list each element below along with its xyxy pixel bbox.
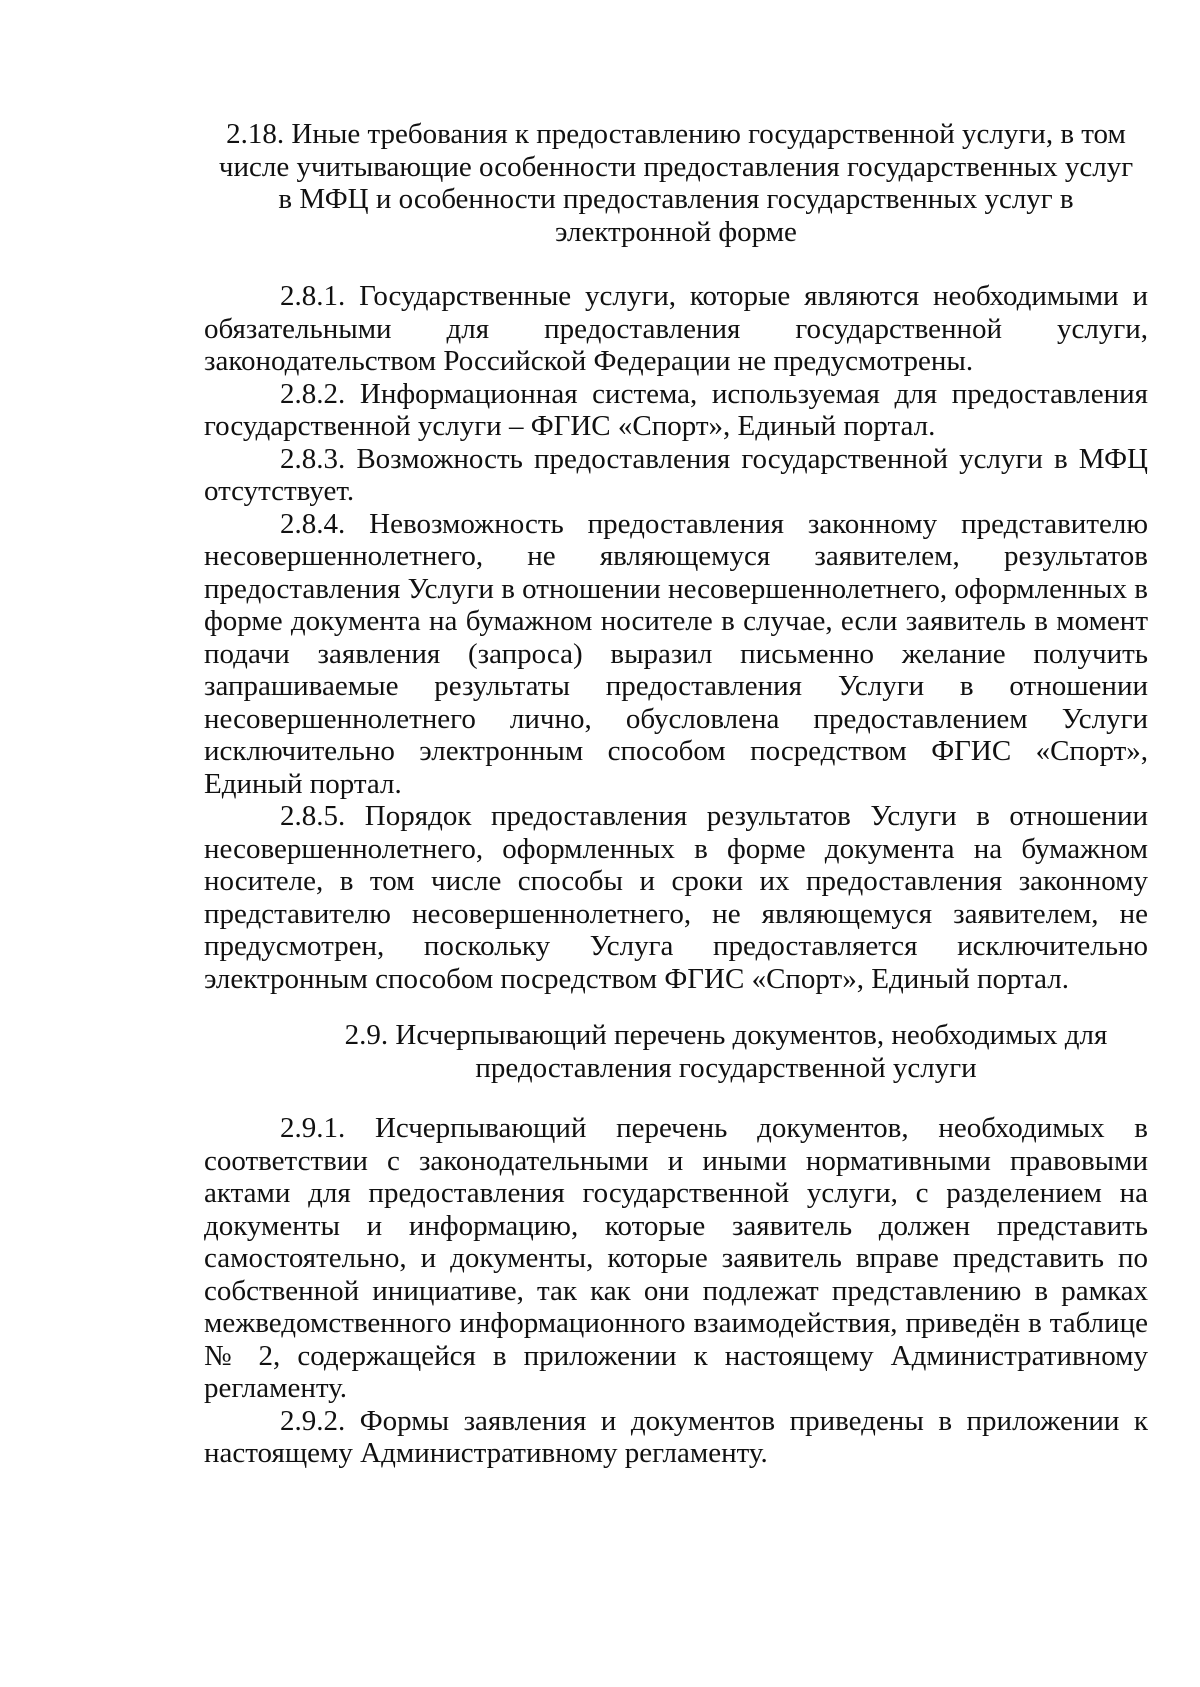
paragraph-2-8-5: 2.8.5. Порядок предоставления результатов Услуги в отношении несовершеннолетнего, оформленных в форме документа на бумажном носителе, в том числе способы и сроки их предоставления законному представителю несовершеннолетнего, не являющемуся заявителем, не предусмотрен, поскольку Услуга предоставляется исключительно электронным способом посредством ФГИС «Спорт», Единый портал. bbox=[204, 800, 1148, 995]
paragraph-2-8-4: 2.8.4. Невозможность предоставления законному представителю несовершеннолетнего, не являющемуся заявителем, результатов предоставления Услуги в отношении несовершеннолетнего, оформленных в форме документа на бумажном носителе в случае, если заявитель в момент подачи заявления (запроса) выразил письменно желание получить запрашиваемые результаты предоставления Услуги в отношении несовершеннолетнего лично, обусловлена предоставлением Услуги исключительно электронным способом посредством ФГИС «Спорт», Единый портал. bbox=[204, 507, 1148, 800]
paragraph-2-8-2: 2.8.2. Информационная система, используемая для предоставления государственной услуги – ФГИС «Спорт», Единый портал. bbox=[204, 377, 1148, 442]
paragraph-2-9-2: 2.9.2. Формы заявления и документов приведены в приложении к настоящему Административному регламенту. bbox=[204, 1404, 1148, 1469]
spacer bbox=[204, 1084, 1148, 1112]
document-body bbox=[204, 118, 1148, 1470]
paragraph-2-9-1: 2.9.1. Исчерпывающий перечень документов, необходимых в соответствии с законодательными и иными нормативными правовыми актами для предоставления государственной услуги, с разделением на документы и информацию, которые заявитель должен представить самостоятельно, и документы, которые заявитель вправе представить по собственной инициативе, так как они подлежат представлению в рамках межведомственного информационного взаимодействия, приведён в таблице № 2, содержащейся в приложении к настоящему Административному регламенту. bbox=[204, 1112, 1148, 1404]
spacer bbox=[204, 995, 1148, 1019]
section-heading-2-9: 2.9. Исчерпывающий перечень документов, необходимых для предоставления государственной услуги bbox=[344, 1019, 1108, 1084]
paragraph-2-8-1: 2.8.1. Государственные услуги, которые являются необходимыми и обязательными для предоставления государственной услуги, законодательством Российской Федерации не предусмотрены. bbox=[204, 280, 1148, 377]
paragraph-2-8-3: 2.8.3. Возможность предоставления государственной услуги в МФЦ отсутствует. bbox=[204, 442, 1148, 507]
spacer bbox=[204, 248, 1148, 280]
section-heading-2-18: 2.18. Иные требования к предоставлению государственной услуги, в том числе учитывающие особенности предоставления государственных услуг в МФЦ и особенности предоставления государственных услуг в электронной форме bbox=[218, 118, 1134, 248]
